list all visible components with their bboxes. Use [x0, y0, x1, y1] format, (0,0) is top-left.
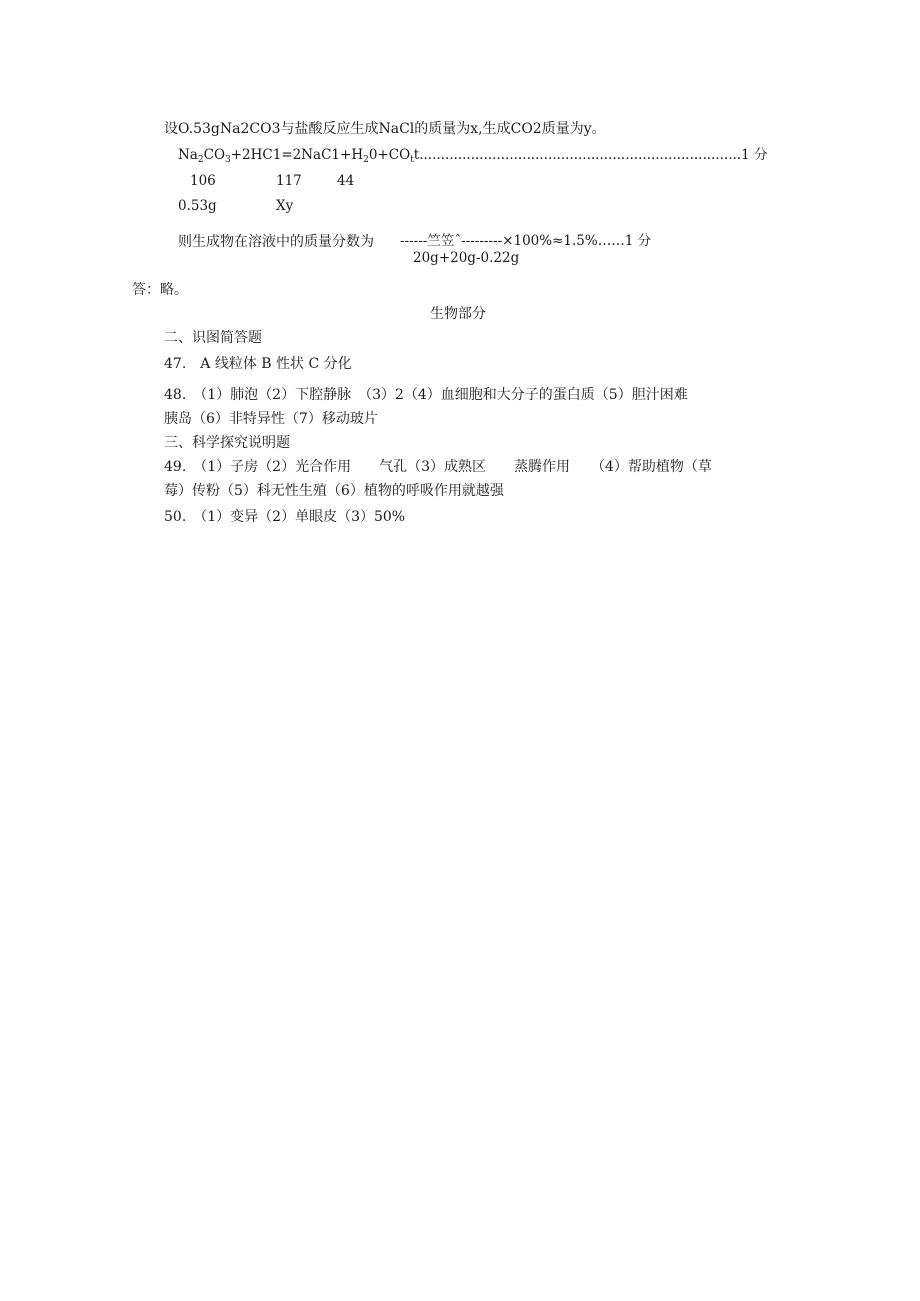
chemical-equation [178, 146, 767, 164]
question-49-line-2: 莓）传粉（5）科无性生殖（6）植物的呼吸作用就越强 [164, 483, 504, 499]
eq-sub-t: t [410, 155, 414, 165]
intro-text: 设O.53gNa2CO3与盐酸反应生成NaCl的质量为x,生成CO2质量为y。 [164, 121, 606, 137]
section-heading-2: 二、识图简答题 [164, 330, 262, 346]
eq-co: CO [203, 147, 226, 163]
eq-middle: +2HC1=2NaC1+H [230, 147, 364, 163]
fraction-prefix: 则生成物在溶液中的质量分数为 [178, 234, 374, 250]
eq-sub-h: 2 [363, 155, 369, 165]
given-value-xy: Xy [276, 198, 294, 214]
eq-after-h: 0+CO [368, 147, 411, 163]
eq-na: Na [178, 147, 198, 163]
mass-value-117: 117 [276, 173, 302, 189]
question-49-line-1: 49. （1）子房（2）光合作用 气孔（3）成熟区 蒸腾作用 （4）帮助植物（草 [164, 459, 712, 475]
section-title: 生物部分 [430, 306, 486, 322]
eq-arrow: t [413, 147, 420, 163]
question-50: 50. （1）变异（2）单眼皮（3）50% [164, 509, 406, 525]
fraction-denominator: 20g+20g-0.22g [413, 250, 520, 266]
given-value-mass: 0.53g [178, 198, 217, 214]
answer-text: 答：略。 [132, 282, 188, 298]
eq-sub-3: 3 [225, 155, 231, 165]
question-48-line-2: 胰岛（6）非特异性（7）移动玻片 [164, 411, 378, 427]
question-48-line-1: 48. （1）肺泡（2）下腔静脉 （3）2（4）血细胞和大分子的蛋白质（5）胆汁困难 [164, 387, 688, 403]
mass-value-44: 44 [337, 173, 355, 189]
section-heading-3: 三、科学探究说明题 [164, 435, 290, 451]
fraction-numerator: ------竺笠ˆ---------×100%≈1.5%……1 分 [400, 233, 652, 249]
eq-sub-2: 2 [197, 155, 204, 165]
question-47: 47. A 线粒体 B 性状 C 分化 [164, 356, 352, 372]
mass-value-106: 106 [190, 173, 216, 189]
eq-dots: ...........................................................................1 分 [419, 147, 768, 163]
